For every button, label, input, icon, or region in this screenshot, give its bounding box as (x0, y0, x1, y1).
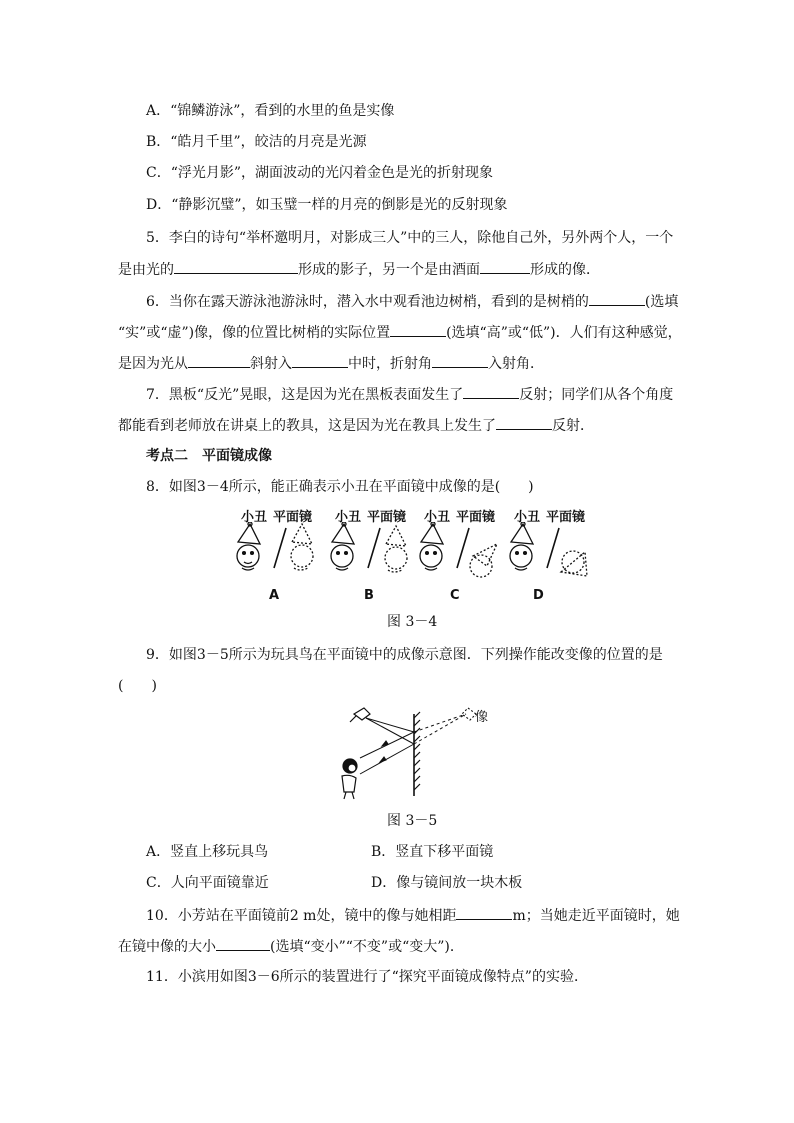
q7-line1 (146, 384, 673, 405)
q10-text-3: 在镜中像的大小 (118, 939, 216, 955)
q7-line2 (118, 415, 594, 436)
fig34-option-c: C (450, 588, 460, 603)
q6-line3 (118, 353, 544, 374)
fig34-panel-d (510, 522, 587, 576)
q11-line: 11．小滨用如图3－6所示的装置进行了“探究平面镜成像特点”的实验． (146, 969, 588, 985)
q9-option-d: D．像与镜间放一块木板 (371, 875, 523, 891)
q5-blank-2[interactable] (480, 259, 530, 274)
q10-blank-2[interactable] (216, 936, 270, 951)
fig34-b-mirror-label: 平面镜 (367, 510, 407, 525)
q4-option-c: C．“浮光月影”，湖面波动的光闪着金色是光的折射现象 (146, 165, 494, 181)
q6-blank-2[interactable] (390, 322, 446, 337)
q9-option-b: B．竖直下移平面镜 (371, 844, 494, 860)
q9-option-c: C．人向平面镜靠近 (146, 875, 269, 891)
fig34-c-mirror-label: 平面镜 (456, 510, 496, 525)
q6-text-5: 是因为光从 (118, 356, 188, 372)
q5-text-1: 是由光的 (118, 262, 174, 278)
fig34-d-mirror-label: 平面镜 (546, 510, 586, 525)
q6-blank-3[interactable] (188, 353, 250, 368)
q6-line1 (146, 291, 678, 312)
fig35-image-label: 像 (475, 710, 489, 725)
q9-stem-line2: ( ) (118, 678, 157, 694)
q10-text-2: m；当她走近平面镜时，她 (512, 908, 680, 924)
q4-option-b: B．“皓月千里”，皎洁的月亮是光源 (146, 134, 367, 150)
q10-line1 (146, 905, 680, 926)
figure-3-4-caption: 图 3－4 (387, 614, 438, 630)
q10-text-4: (选填“变小”“不变”或“变大”)． (270, 939, 464, 955)
fig35-mirror (414, 712, 420, 796)
fig34-option-b: B (364, 588, 374, 603)
q4-option-a: A．“锦鳞游泳”，看到的水里的鱼是实像 (146, 103, 395, 119)
q6-blank-5[interactable] (432, 353, 488, 368)
q8-stem: 8．如图3－4所示，能正确表示小丑在平面镜中成像的是( ) (146, 479, 534, 495)
q6-blank-1[interactable] (589, 291, 645, 306)
q6-line2 (118, 322, 682, 343)
q5-line2 (118, 259, 600, 280)
fig35-bird-image (462, 708, 476, 720)
fig34-d-clown-label: 小丑 (514, 510, 541, 525)
fig34-option-a: A (269, 588, 280, 603)
q6-text-4: (选填“高”或“低”)．人们有这种感觉， (446, 325, 682, 341)
fig34-panel-b (331, 522, 407, 572)
fig35-rays (360, 714, 466, 774)
q10-blank-1[interactable] (456, 905, 512, 920)
q6-text-2: (选填 (644, 294, 679, 310)
q5-text-3: 形成的像． (530, 262, 600, 278)
q5-line1: 5．李白的诗句“举杯邀明月，对影成三人”中的三人，除他自己外，另外两个人，一个 (146, 230, 674, 246)
q5-blank-1[interactable] (174, 259, 298, 274)
q6-text-6: 斜射入 (250, 356, 292, 372)
q6-text-3: “实”或“虚”)像，像的位置比树梢的实际位置 (118, 325, 391, 341)
figure-3-5-caption: 图 3－5 (387, 813, 438, 829)
section-heading: 考点二 平面镜成像 (146, 448, 272, 464)
q6-text-1: 6．当你在露天游泳池游泳时，潜入水中观看池边树梢，看到的是树梢的 (146, 294, 589, 310)
q4-option-d: D．“静影沉璧”，如玉璧一样的月亮的倒影是光的反射现象 (146, 197, 508, 213)
q7-text-3: 都能看到老师放在讲桌上的教具，这是因为光在教具上发生了 (118, 418, 496, 434)
fig35-toy-bird (350, 708, 370, 722)
q6-text-7: 中时，折射角 (348, 356, 432, 372)
q6-text-8: 入射角． (488, 356, 544, 372)
q9-stem-line1: 9．如图3－5所示为玩具鸟在平面镜中的成像示意图．下列操作能改变像的位置的是 (146, 647, 663, 663)
q9-option-a: A．竖直上移玩具鸟 (146, 844, 269, 860)
q10-line2 (118, 936, 464, 957)
fig34-panel-c (420, 522, 497, 577)
q7-blank-1[interactable] (463, 384, 519, 399)
q7-text-2: 反射；同学们从各个角度 (519, 387, 674, 403)
q7-text-1: 7．黑板“反光”晃眼，这是因为光在黑板表面发生了 (146, 387, 464, 403)
q7-blank-2[interactable] (496, 415, 552, 430)
q5-text-2: 形成的影子，另一个是由酒面 (298, 262, 480, 278)
fig34-panel-a (237, 522, 313, 570)
fig34-option-d: D (533, 588, 544, 603)
fig34-c-clown-label: 小丑 (424, 510, 451, 525)
figure-3-4-drawing (230, 522, 600, 584)
q7-text-4: 反射． (552, 418, 594, 434)
fig34-a-clown-label: 小丑 (241, 510, 268, 525)
fig34-a-mirror-label: 平面镜 (273, 510, 313, 525)
q6-blank-4[interactable] (292, 353, 348, 368)
fig34-b-clown-label: 小丑 (335, 510, 362, 525)
q10-text-1: 10．小芳站在平面镜前2 m处，镜中的像与她相距 (146, 908, 457, 924)
fig35-girl (342, 759, 357, 799)
